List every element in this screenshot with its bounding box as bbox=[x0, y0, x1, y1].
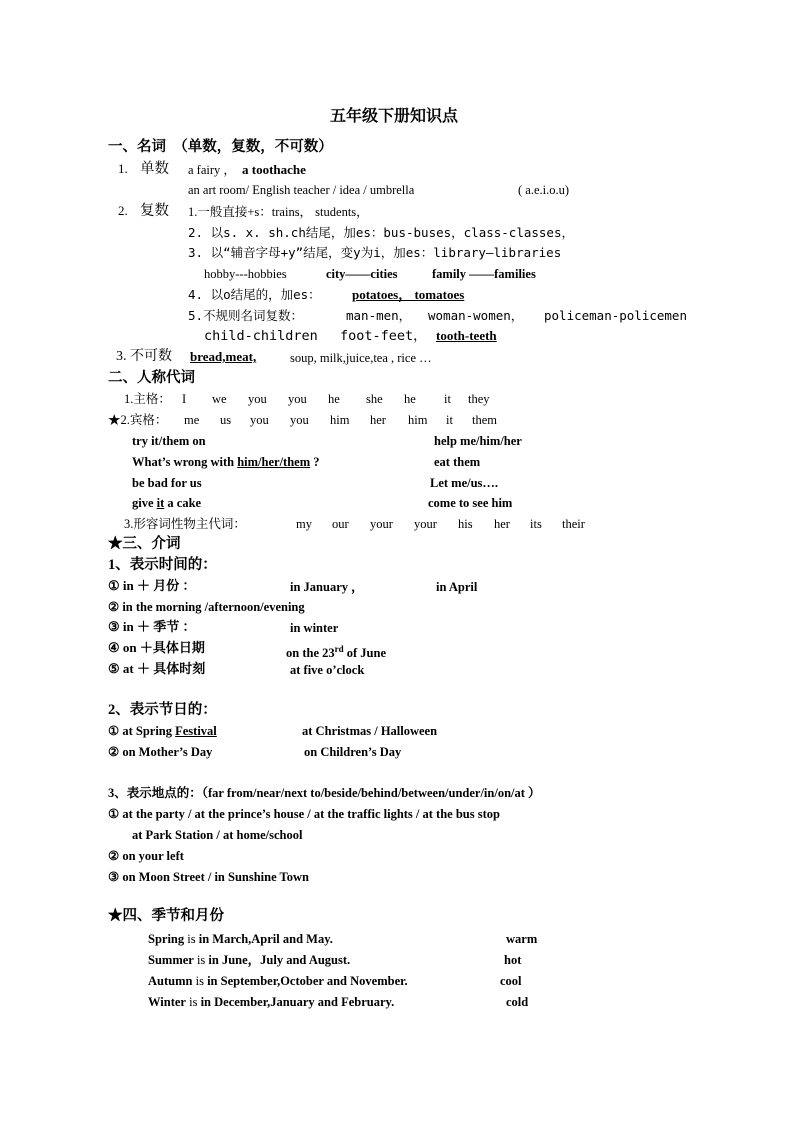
plural-rule-4: 4. 以o结尾的，加es： bbox=[188, 287, 321, 302]
plural-example-cities: city——cities bbox=[326, 267, 398, 281]
give-it: it bbox=[156, 496, 165, 510]
festival-spring-at: ① at Spring bbox=[108, 724, 172, 738]
season-row bbox=[148, 972, 408, 990]
place-example-2: ② on your left bbox=[108, 849, 184, 863]
possessive-pronoun: its bbox=[530, 517, 542, 531]
singular-example-fairy: a fairy ， bbox=[188, 163, 236, 177]
festival-spring bbox=[108, 722, 217, 740]
season-months: in September,October and November. bbox=[207, 974, 408, 988]
subject-pronoun: you bbox=[288, 392, 307, 406]
season-months: in December,January and February. bbox=[200, 995, 395, 1009]
festival-christmas: at Christmas / Halloween bbox=[302, 724, 438, 738]
season-is: is bbox=[195, 974, 204, 988]
time-parts-of-day: ② in the morning /afternoon/evening bbox=[108, 600, 305, 614]
season-name: Autumn bbox=[148, 974, 193, 988]
uncountable-rest: soup, milk,juice,tea , rice … bbox=[290, 351, 432, 365]
irregular-tooth: tooth-teeth bbox=[436, 328, 497, 343]
object-pronoun: him bbox=[330, 413, 350, 427]
possessive-pronoun: your bbox=[370, 517, 393, 531]
date-ex-text: on the 23 bbox=[286, 646, 335, 661]
season-months: in March,April and May. bbox=[198, 932, 333, 946]
subject-pronoun: you bbox=[248, 392, 267, 406]
possessive-pronoun: their bbox=[562, 517, 585, 531]
time-season-ex: in winter bbox=[290, 621, 339, 635]
place-heading: 3、表示地点的：（far from/near/next to/beside/behind/between/under/in/on/at ） bbox=[108, 786, 541, 800]
possessive-label: 3.形容词性物主代词： bbox=[124, 517, 246, 531]
season-is: is bbox=[196, 953, 206, 967]
section-seasons-heading: ★四、季节和月份 bbox=[108, 908, 224, 924]
season-name: Winter bbox=[148, 995, 186, 1009]
festival-heading: 2、表示节日的： bbox=[108, 702, 217, 718]
date-ex-month: of June bbox=[343, 646, 386, 661]
plural-rule-1: 1.一般直接+s：trains， students， bbox=[188, 205, 369, 219]
irregular-child: child-children bbox=[204, 328, 318, 344]
time-season: ③ in ＋ 季节 ： bbox=[108, 619, 196, 634]
irregular-policeman: policeman-policemen bbox=[544, 308, 687, 323]
vowel-note: ( a.e.i.o.u) bbox=[518, 183, 570, 197]
plural-rule-2: 2. 以s. x. sh.ch结尾，加es：bus-buses，class-classes， bbox=[188, 225, 574, 240]
time-clock: ⑤ at ＋ 具体时刻 bbox=[108, 661, 206, 676]
uncountable-bold: bread,meat, bbox=[190, 349, 257, 364]
wrong-qmark: ? bbox=[313, 455, 320, 469]
plural-label: 复数 bbox=[140, 203, 169, 219]
section-nouns-heading: 一、名词 （单数，复数，不可数） bbox=[108, 139, 333, 155]
subject-pronoun: he bbox=[404, 392, 416, 406]
object-example-give bbox=[132, 494, 201, 512]
time-clock-ex: at five o’clock bbox=[290, 663, 365, 677]
object-pronoun: us bbox=[220, 413, 232, 427]
season-is: is bbox=[189, 995, 198, 1009]
season-row bbox=[148, 951, 350, 969]
singular-number: 1. bbox=[118, 161, 128, 176]
season-temp: warm bbox=[506, 932, 538, 946]
season-temp: hot bbox=[504, 953, 522, 967]
singular-example-toothache: a toothache bbox=[242, 162, 306, 177]
object-pronoun: him bbox=[408, 413, 428, 427]
singular-label: 单数 bbox=[140, 161, 169, 177]
possessive-pronoun: our bbox=[332, 517, 349, 531]
subject-pronoun: they bbox=[468, 392, 490, 406]
object-example-come: come to see him bbox=[428, 496, 513, 510]
date-ex-sup: rd bbox=[334, 644, 344, 654]
festival-mothers-day: ② on Mother’s Day bbox=[108, 745, 213, 759]
wrong-pronouns: him/her/them bbox=[237, 455, 311, 469]
section-prepositions-heading: ★三、介词 bbox=[108, 536, 181, 552]
season-name: Spring bbox=[148, 932, 185, 946]
irregular-woman: woman-women， bbox=[428, 308, 524, 323]
object-pronoun: them bbox=[472, 413, 497, 427]
place-example-1b: at Park Station / at home/school bbox=[132, 828, 303, 842]
season-name: Summer bbox=[148, 953, 194, 967]
object-example-wrong bbox=[132, 453, 320, 471]
plural-rule-3: 3. 以“辅音字母+y”结尾，变y为i，加es：library—libraries bbox=[188, 245, 562, 260]
subject-pronoun: she bbox=[366, 392, 383, 406]
wrong-text: What’s wrong with bbox=[132, 455, 235, 469]
time-date: ④ on ＋具体日期 bbox=[108, 640, 205, 655]
plural-example-families: family ——families bbox=[432, 267, 536, 281]
season-months: in June，July and August. bbox=[208, 953, 351, 967]
plural-number: 2. bbox=[118, 203, 128, 218]
section-pronouns-heading: 二、人称代词 bbox=[108, 370, 195, 386]
plural-example-potatoes: potatoes， tomatoes bbox=[352, 287, 465, 302]
object-example-try: try it/them on bbox=[132, 434, 206, 448]
uncountable-label: 3. 不可数 bbox=[116, 349, 172, 364]
object-pronoun: you bbox=[250, 413, 269, 427]
object-example-eat: eat them bbox=[434, 455, 481, 469]
object-pronoun: her bbox=[370, 413, 386, 427]
plural-example-hobbies: hobby---hobbies bbox=[204, 267, 287, 281]
time-heading: 1、表示时间的： bbox=[108, 557, 217, 573]
time-date-ex bbox=[286, 640, 386, 662]
object-example-bad: be bad for us bbox=[132, 476, 202, 490]
possessive-pronoun: my bbox=[296, 517, 312, 531]
season-is: is bbox=[187, 932, 196, 946]
irregular-man: man-men， bbox=[346, 308, 412, 323]
subject-pronoun: I bbox=[182, 392, 187, 406]
possessive-pronoun: your bbox=[414, 517, 437, 531]
singular-example-an: an art room/ English teacher / idea / umbrella bbox=[188, 183, 415, 197]
object-pronoun: you bbox=[290, 413, 309, 427]
irregular-foot: foot-feet， bbox=[340, 328, 427, 344]
subject-label: 1.主格： bbox=[124, 392, 171, 406]
place-example-1: ① at the party / at the prince’s house / at the traffic lights / at the bus stop bbox=[108, 807, 500, 821]
season-temp: cool bbox=[500, 974, 522, 988]
subject-pronoun: it bbox=[444, 392, 451, 406]
object-pronoun: it bbox=[446, 413, 453, 427]
possessive-pronoun: his bbox=[458, 517, 473, 531]
object-example-let: Let me/us…. bbox=[430, 476, 499, 490]
subject-pronoun: we bbox=[212, 392, 227, 406]
season-row bbox=[148, 993, 394, 1011]
possessive-pronoun: her bbox=[494, 517, 510, 531]
plural-rule-5: 5.不规则名词复数： bbox=[188, 308, 304, 323]
time-month-ex2: in April bbox=[436, 580, 478, 594]
subject-pronoun: he bbox=[328, 392, 340, 406]
season-row bbox=[148, 930, 333, 948]
object-pronoun: me bbox=[184, 413, 200, 427]
festival-childrens-day: on Children’s Day bbox=[304, 745, 402, 759]
time-month: ① in ＋ 月份 ： bbox=[108, 578, 196, 593]
object-label: ★2.宾格： bbox=[108, 413, 168, 427]
season-temp: cold bbox=[506, 995, 529, 1009]
give-text: give bbox=[132, 496, 154, 510]
give-cake: a cake bbox=[167, 496, 202, 510]
page-title: 五年级下册知识点 bbox=[330, 108, 459, 125]
festival-word: Festival bbox=[175, 724, 217, 738]
place-example-3: ③ on Moon Street / in Sunshine Town bbox=[108, 870, 309, 884]
object-example-help: help me/him/her bbox=[434, 434, 522, 448]
time-month-ex1: in January ， bbox=[290, 580, 364, 594]
